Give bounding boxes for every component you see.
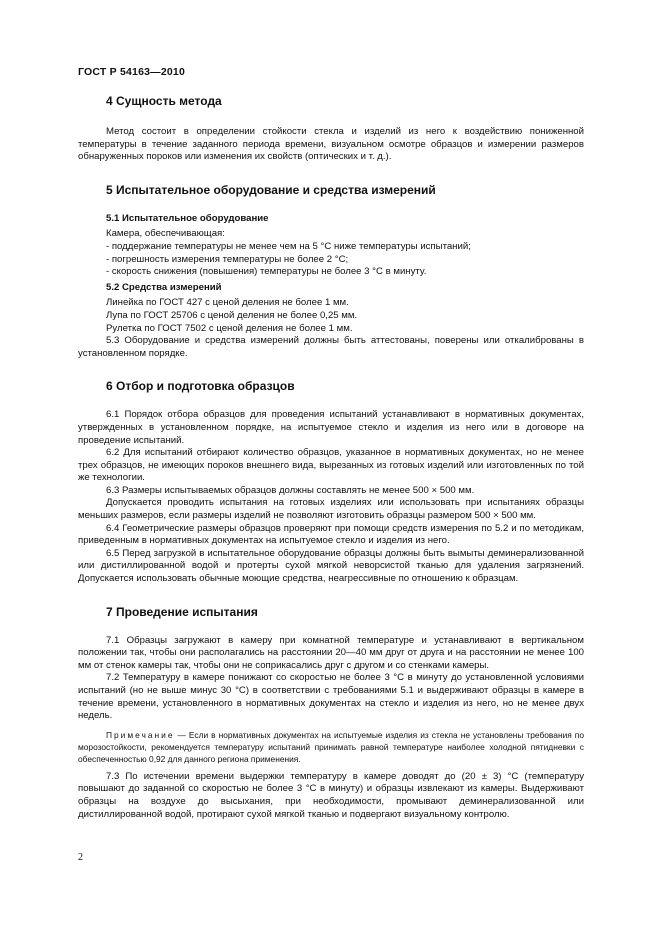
- standard-header: ГОСТ Р 54163—2010: [78, 66, 186, 78]
- list-item: Камера, обеспечивающая:: [106, 228, 225, 240]
- subsection-5-1-title: 5.1 Испытательное оборудование: [106, 212, 269, 224]
- note-label: Примечание: [106, 729, 175, 740]
- list-item: Лупа по ГОСТ 25706 с ценой деления не более 0,25 мм.: [106, 309, 358, 321]
- note-text: — Если в нормативных документах на испытуемые изделия из стекла не установлены требования по морозостойкости, рекомендуется температуру испытаний принимать равной температуре наиболее холодной пятидневки с обеспеченностью 0,92 для данного региона применения.: [78, 729, 584, 764]
- page-number: 2: [78, 852, 83, 863]
- list-item: - погрешность измерения температуры не более 2 °С;: [106, 253, 349, 265]
- document-body: [78, 94, 584, 821]
- paragraph-6-1: 6.1 Порядок отбора образцов для проведения испытаний устанавливают в нормативных документах, утвержденных в установленном порядке, на испытуемое стекло и изделия из него или в договоре на проведение испытаний.: [78, 409, 584, 446]
- paragraph-7-1: 7.1 Образцы загружают в камеру при комнатной температуре и устанавливают в вертикальном положении так, чтобы они располагались на расстоянии 20—40 мм друг от друга и на расстоянии не менее 100 мм от стенок камеры так, чтобы они не соприкасались друг с другом и со стенками камеры.: [78, 634, 584, 671]
- paragraph-5-3: 5.3 Оборудование и средства измерений должны быть аттестованы, поверены или откалиброваны в установленном порядке.: [78, 335, 584, 359]
- list-item: - поддержание температуры не менее чем на 5 °С ниже температуры испытаний;: [106, 240, 471, 252]
- section-7-title: 7 Проведение испытания: [106, 604, 258, 619]
- paragraph-6-4: 6.4 Геометрические размеры образцов проверяют при помощи средств измерения по 5.2 и по методикам, приведенным в нормативных документах на испытуемое стекло и изделия из него.: [78, 522, 584, 547]
- section-5-title: 5 Испытательное оборудование и средства измерений: [106, 182, 436, 197]
- section-4-title: 4 Сущность метода: [106, 94, 222, 108]
- list-item: - скорость снижения (повышения) температуры не более 3 °С в минуту.: [106, 266, 427, 278]
- list-item: Линейка по ГОСТ 427 с ценой деления не более 1 мм.: [106, 297, 349, 309]
- subsection-5-2-title: 5.2 Средства измерений: [106, 281, 222, 293]
- paragraph-6-3: 6.3 Размеры испытываемых образцов должны составлять не менее 500 × 500 мм.: [106, 484, 475, 496]
- paragraph-7-2: 7.2 Температуру в камере понижают со скоростью не более 3 °С в минуту до установленной условиями испытаний (но не выше минус 30 °С) в соответствии с требованиями 5.1 и выдерживают образцы в камере в течение времени, установленного в нормативных документах на стекло и изделия из него, но не менее двух недель.: [78, 672, 584, 722]
- paragraph-6-5: 6.5 Перед загрузкой в испытательное оборудование образцы должны быть вымыты деминерализованной или дистиллированной водой и протерты сухой мягкой неворсистой тканью для удаления загрязнений. Допускается использовать обычные моющие средства, неагрессивные по отношению к образцам.: [78, 547, 584, 585]
- list-item: Рулетка по ГОСТ 7502 с ценой деления не более 1 мм.: [106, 322, 353, 334]
- section-4-paragraph: Метод состоит в определении стойкости стекла и изделий из него к воздействию пониженной температуры в течение заданного периода времени, визуальном осмотре образцов и измерении размеров обнаруженных пороков или изменения их свойств (оптических и т. д.).: [78, 126, 584, 163]
- paragraph-6-2: 6.2 Для испытаний отбирают количество образцов, указанное в нормативных документах, но не менее трех образцов, не имеющих пороков внешнего вида, вырезанных из готовых изделий или изготовленных по той же технологии.: [78, 447, 584, 484]
- note: [78, 729, 584, 765]
- paragraph-6-3-continued: Допускается проводить испытания на готовых изделиях или использовать при испытаниях образцы меньших размеров, если размеры изделий не позволяют изготовить образцы размером 500 × 500 мм.: [78, 497, 584, 522]
- paragraph-7-3: 7.3 По истечении времени выдержки температуру в камере доводят до (20 ± 3) °С (температуру повышают до заданной со скоростью не более 3 °С в минуту) и образцы извлекают из камеры. Выдерживают образцы на воздухе до высыхания, при необходимости, промывают деминерализованной или дистиллированной водой, протирают сухой мягкой тканью и подвергают визуальному контролю.: [78, 770, 584, 820]
- section-6-title: 6 Отбор и подготовка образцов: [106, 379, 295, 394]
